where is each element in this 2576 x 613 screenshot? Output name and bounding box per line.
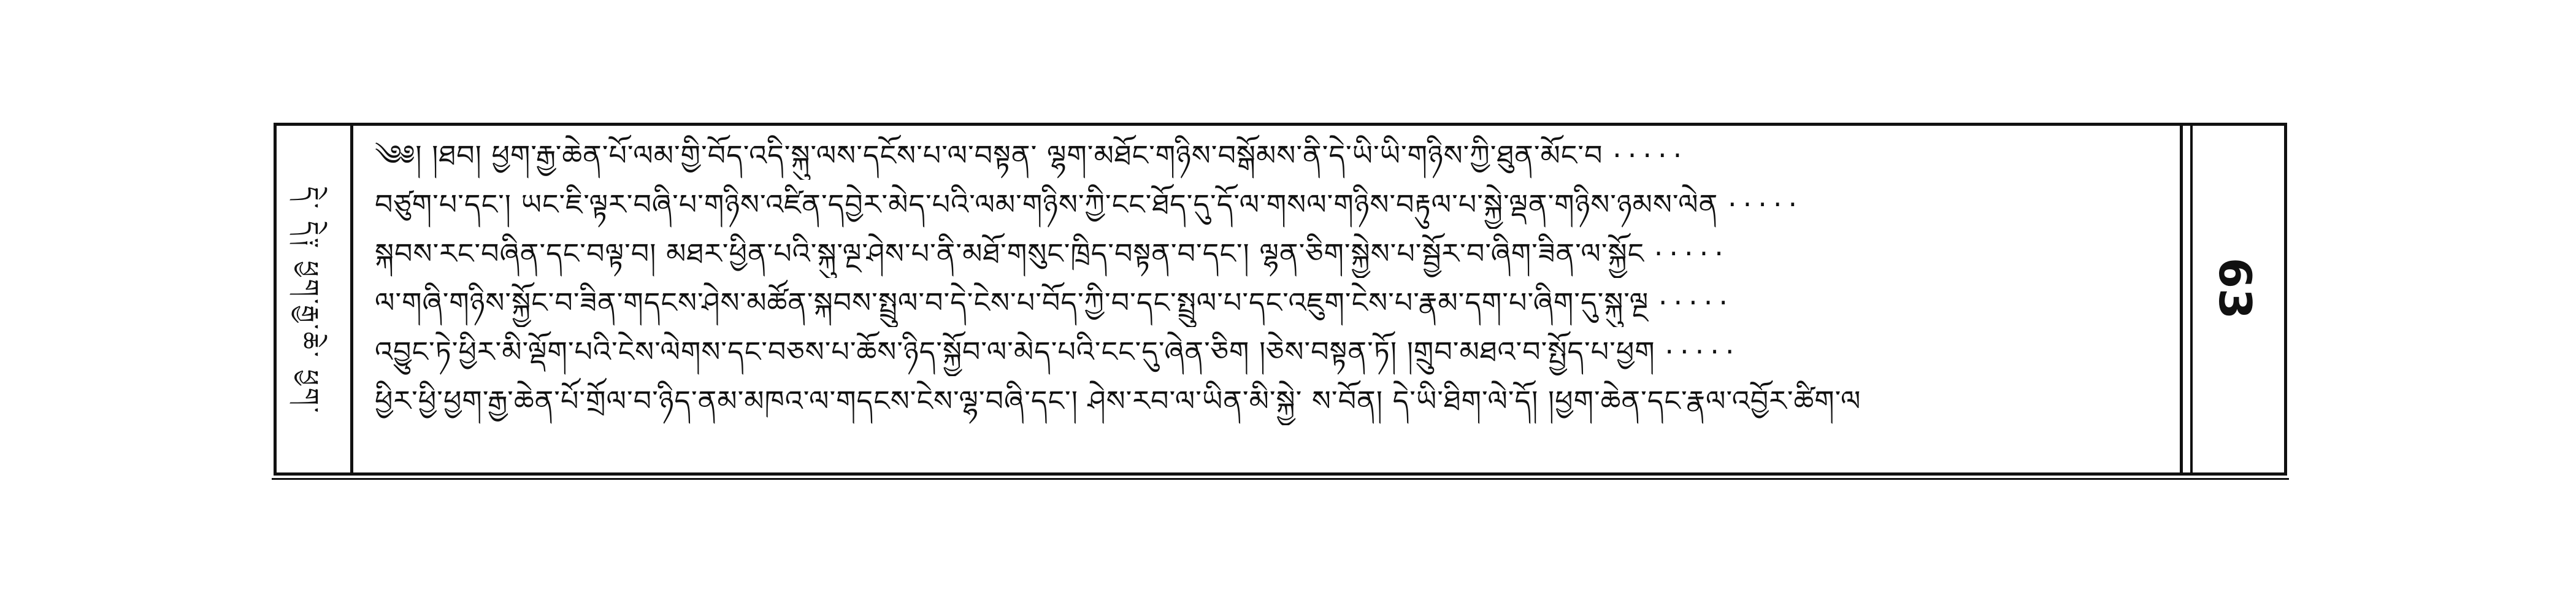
manuscript-folio <box>274 123 2287 476</box>
line-text: ལ་གཞི་གཉིས་སྐྱོང་བ་ཟིན་གདངས་ཤེས་མཚོན་སྐབས་སྤྲུལ་བ་དེ་ངེས་པ་བོད་ཀྱི་བ་དང་སྤྲུལ་པ་དང་འཇུག་ངེས་པ་རྣམ་དག་པ་ཞིག་དུ་སྐུ་ལྔ <box>375 286 1649 319</box>
line-text: འབྱུང་ཏེ་ཕྱིར་མི་ལྡོག་པའི་ངེས་ལེགས་དང་བཅས་པ་ཆོས་ཉིད་སྐྱོབ་ལ་མེད་པའི་ངང་དུ་ཞེན་ཅིག །ཅེས་བསྟན་ཏོ། །གྲུབ་མཐའ་བ་སྤྱོད་པ་ཕྱག <box>375 335 1655 368</box>
text-line <box>375 327 2169 376</box>
right-margin <box>2180 126 2284 472</box>
line-text: སྐབས་རང་བཞིན་དང་བལྟ་བ། མཐར་ཕྱིན་པའི་སྐུ་ལྔ་ཤེས་པ་ནི་མཐོ་གསུང་ཁྲིད་བསྟན་བ་དང་། ལྷན་ཅིག་སྐྱེས་པ་སྦྱོར་བ་ཞིག་ཟིན་ལ་སྐྱོང <box>375 237 1645 270</box>
text-line <box>375 229 2169 278</box>
continuation-mark: ····· <box>1727 188 1804 221</box>
line-text: ༄༅། །ཐབ། ཕྱག་རྒྱ་ཆེན་པོ་ལམ་གྱི་བོད་འདི་སྐུ་ལས་དངོས་པ་ལ་བསྟན་ ལྷག་མཐོང་གཉིས་བསྒོམས་ནི་དེ་ཡི་ཡི་གཉིས་ཀྱི་ཐུན་མོང་བ <box>375 139 1603 172</box>
continuation-mark: ····· <box>1612 139 1689 172</box>
line-text: བཙུག་པ་དང་། ཡང་ཇི་ལྟར་བཞི་པ་གཉིས་འཛིན་དབྱེར་མེད་པའི་ལམ་གཉིས་ཀྱི་ངང་ཐོད་དུ་དོ་ལ་གསལ་གཉིས་བརྟུལ་པ་སྐྱེ་ལྡན་གཉིས་ཉམས་ལེན <box>375 188 1719 221</box>
left-margin <box>277 126 353 472</box>
continuation-mark: ····· <box>1665 335 1741 368</box>
text-line <box>375 131 2169 180</box>
text-line <box>375 180 2169 229</box>
text-line <box>375 376 2169 425</box>
tibetan-text-block <box>356 126 2180 472</box>
text-line <box>375 278 2169 327</box>
page-number: 63 <box>2209 257 2261 320</box>
margin-title: དེ་ དེ༑ ཕྱག་རྒྱ་ཆེ་ ཕྱག་ <box>295 186 323 415</box>
continuation-mark: ····· <box>1658 286 1734 319</box>
line-text: ཕྱིར་ཕྱི་ཕྱག་རྒྱ་ཆེན་པོ་གྲོལ་བ་ཉིད་ནམ་མཁའ་ལ་གདངས་ངེས་ལྷ་བཞི་དང་། ཤེས་རབ་ལ་ཡིན་མི་སྐྱེ་ ས་བོན། དེ་ཡི་ཐིག་ལེ་དོ། །ཕྱག་ཆེན་དང་རྣལ་འབྱོར་ཚིག་ལ <box>375 384 1861 417</box>
continuation-mark: ····· <box>1654 237 1730 270</box>
